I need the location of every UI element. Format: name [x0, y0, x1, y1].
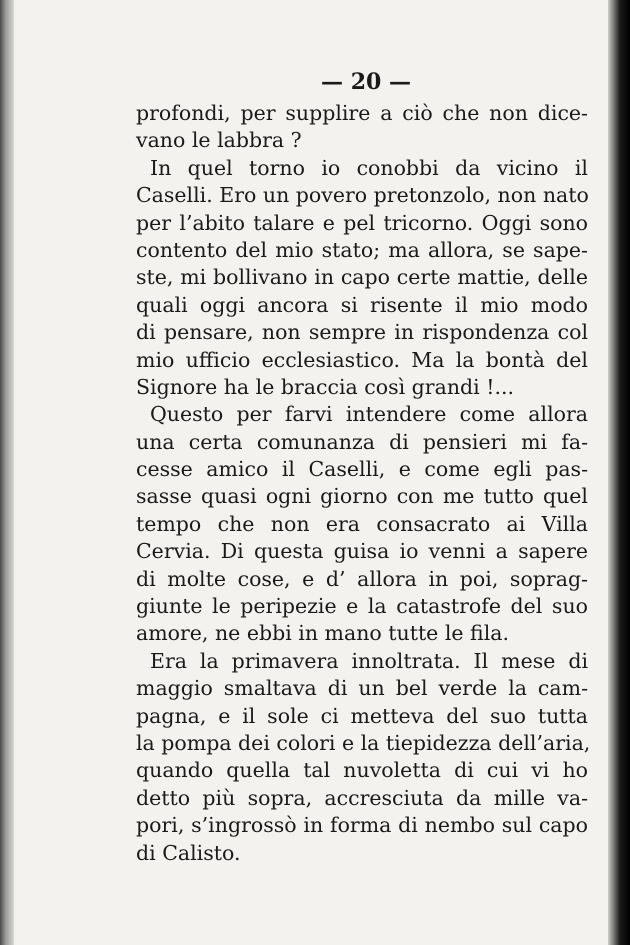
- text-line: una certa comunanza di pensieri mi fa-: [136, 429, 588, 454]
- text-line: ste, mi bollivano in capo certe mattie, delle: [136, 265, 588, 290]
- text-line: giunte le peripezie e la catastrofe del suo: [136, 594, 588, 619]
- text-line: quali oggi ancora si risente il mio modo: [136, 292, 588, 317]
- page-right-edge: [608, 0, 630, 945]
- text-line: cesse amico il Caselli, e come egli pas-: [136, 457, 588, 482]
- text-line: sasse quasi ogni giorno con me tutto quel: [136, 484, 588, 509]
- text-line: pagna, e il sole ci metteva del suo tutta: [136, 703, 588, 728]
- text-line: di Calisto.: [136, 840, 241, 865]
- page-number: — 20 —: [321, 69, 411, 95]
- text-line: Signore ha le braccia così grandi !...: [136, 374, 515, 399]
- text-line: Cervia. Di questa guisa io venni a sapere: [136, 539, 588, 564]
- page-text-block: [136, 66, 591, 867]
- text-line: vano le labbra ?: [136, 128, 302, 153]
- text-line: profondi, per supplire a ciò che non dice-: [136, 101, 588, 125]
- text-line: di molte cose, e d’ allora in poi, soprag-: [136, 566, 588, 591]
- text-line: detto più sopra, accresciuta da mille va-: [136, 785, 588, 810]
- text-line: la pompa dei colori e la tiepidezza dell’aria,: [136, 730, 591, 755]
- text-line: Questo per farvi intendere come allora: [150, 402, 588, 427]
- text-line: mio ufficio ecclesiastico. Ma la bontà del: [136, 347, 588, 372]
- text-line: pori, s’ingrossò in forma di nembo sul capo: [136, 813, 588, 838]
- text-line: maggio smaltava di un bel verde la cam-: [136, 676, 588, 701]
- text-line: contento del mio stato; ma allora, se sape-: [136, 237, 588, 262]
- text-line: In quel torno io conobbi da vicino il: [150, 155, 588, 180]
- text-line: per l’abito talare e pel tricorno. Oggi sono: [136, 210, 588, 235]
- page-binding-edge: [0, 0, 14, 945]
- text-line: tempo che non era consacrato ai Villa: [136, 511, 588, 536]
- text-line: quando quella tal nuvoletta di cui vi ho: [136, 758, 588, 783]
- text-line: Era la primavera innoltrata. Il mese di: [150, 648, 588, 673]
- text-line: di pensare, non sempre in rispondenza col: [136, 320, 588, 345]
- text-line: Caselli. Ero un povero pretonzolo, non nato: [136, 183, 589, 208]
- text-line: amore, ne ebbi in mano tutte le fila.: [136, 621, 510, 646]
